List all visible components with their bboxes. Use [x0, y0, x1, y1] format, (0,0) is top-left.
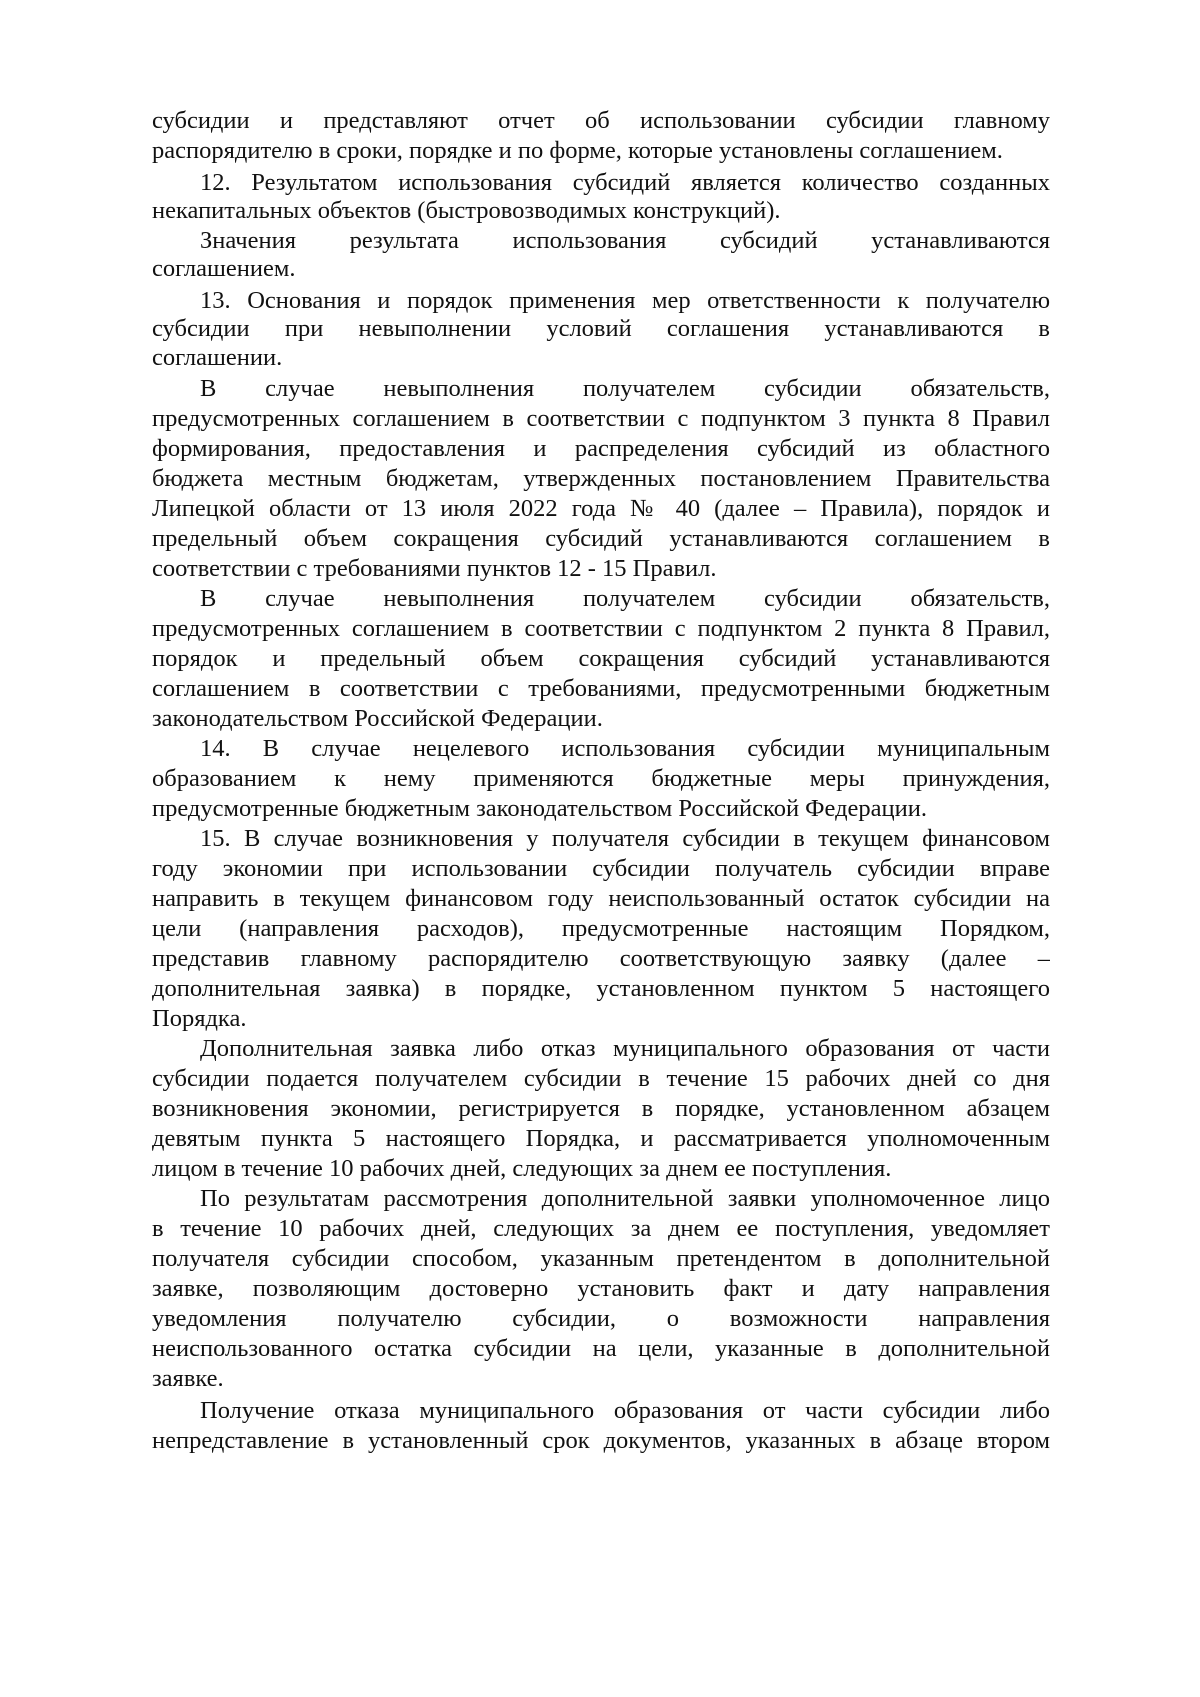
text-line: Порядка.: [152, 1005, 247, 1032]
text-line: Липецкой области от 13 июля 2022 года № 40 (далее – Правила), порядок и: [152, 495, 1050, 522]
text-line: В случае невыполнения получателем субсидии обязательств,: [200, 375, 1050, 402]
text-line: соглашении.: [152, 344, 283, 371]
text-line: неиспользованного остатка субсидии на цели, указанные в дополнительной: [152, 1335, 1050, 1362]
text-line: лицом в течение 10 рабочих дней, следующих за днем ее поступления.: [152, 1155, 892, 1182]
text-line: соответствии с требованиями пунктов 12 - 15 Правил.: [152, 555, 717, 582]
text-line: Дополнительная заявка либо отказ муниципального образования от части: [200, 1035, 1050, 1062]
text-line: некапитальных объектов (быстровозводимых конструкций).: [152, 197, 781, 224]
text-line: субсидии подается получателем субсидии в течение 15 рабочих дней со дня: [152, 1065, 1050, 1092]
text-line: заявке, позволяющим достоверно установить факт и дату направления: [152, 1275, 1050, 1302]
text-line: 15. В случае возникновения у получателя субсидии в текущем финансовом: [200, 825, 1050, 852]
text-line: распорядителю в сроки, порядке и по форме, которые установлены соглашением.: [152, 137, 1003, 164]
text-line: Получение отказа муниципального образования от части субсидии либо: [200, 1397, 1050, 1424]
text-line: заявке.: [152, 1365, 224, 1392]
text-line: формирования, предоставления и распределения субсидий из областного: [152, 435, 1050, 462]
text-line: представив главному распорядителю соответствующую заявку (далее –: [152, 945, 1050, 972]
text-line: непредставление в установленный срок документов, указанных в абзаце втором: [152, 1427, 1050, 1454]
text-line: субсидии и представляют отчет об использовании субсидии главному: [152, 107, 1050, 134]
text-line: законодательством Российской Федерации.: [152, 705, 603, 732]
text-line: возникновения экономии, регистрируется в порядке, установленном абзацем: [152, 1095, 1050, 1122]
text-line: порядок и предельный объем сокращения субсидий устанавливаются: [152, 645, 1050, 672]
text-line: цели (направления расходов), предусмотренные настоящим Порядком,: [152, 915, 1050, 942]
text-line: дополнительная заявка) в порядке, установленном пунктом 5 настоящего: [152, 975, 1050, 1002]
text-line: бюджета местным бюджетам, утвержденных постановлением Правительства: [152, 465, 1050, 492]
text-line: направить в текущем финансовом году неиспользованный остаток субсидии на: [152, 885, 1050, 912]
text-line: предусмотренные бюджетным законодательством Российской Федерации.: [152, 795, 928, 822]
text-line: 12. Результатом использования субсидий является количество созданных: [200, 169, 1050, 196]
text-line: получателя субсидии способом, указанным претендентом в дополнительной: [152, 1245, 1050, 1272]
text-line: году экономии при использовании субсидии получатель субсидии вправе: [152, 855, 1050, 882]
text-line: По результатам рассмотрения дополнительной заявки уполномоченное лицо: [200, 1185, 1050, 1212]
text-line: Значения результата использования субсидий устанавливаются: [200, 227, 1050, 254]
text-line: субсидии при невыполнении условий соглашения устанавливаются в: [152, 315, 1050, 342]
text-line: предельный объем сокращения субсидий устанавливаются соглашением в: [152, 525, 1050, 552]
text-line: В случае невыполнения получателем субсидии обязательств,: [200, 585, 1050, 612]
text-line: 13. Основания и порядок применения мер ответственности к получателю: [200, 287, 1050, 314]
text-line: 14. В случае нецелевого использования субсидии муниципальным: [200, 735, 1050, 762]
text-line: соглашением.: [152, 255, 296, 282]
text-line: предусмотренных соглашением в соответствии с подпунктом 3 пункта 8 Правил: [152, 405, 1050, 432]
text-line: уведомления получателю субсидии, о возможности направления: [152, 1305, 1050, 1332]
text-line: предусмотренных соглашением в соответствии с подпунктом 2 пункта 8 Правил,: [152, 615, 1050, 642]
text-line: соглашением в соответствии с требованиями, предусмотренными бюджетным: [152, 675, 1050, 702]
text-line: девятым пункта 5 настоящего Порядка, и рассматривается уполномоченным: [152, 1125, 1050, 1152]
text-line: образованием к нему применяются бюджетные меры принуждения,: [152, 765, 1050, 792]
text-line: в течение 10 рабочих дней, следующих за днем ее поступления, уведомляет: [152, 1215, 1050, 1242]
